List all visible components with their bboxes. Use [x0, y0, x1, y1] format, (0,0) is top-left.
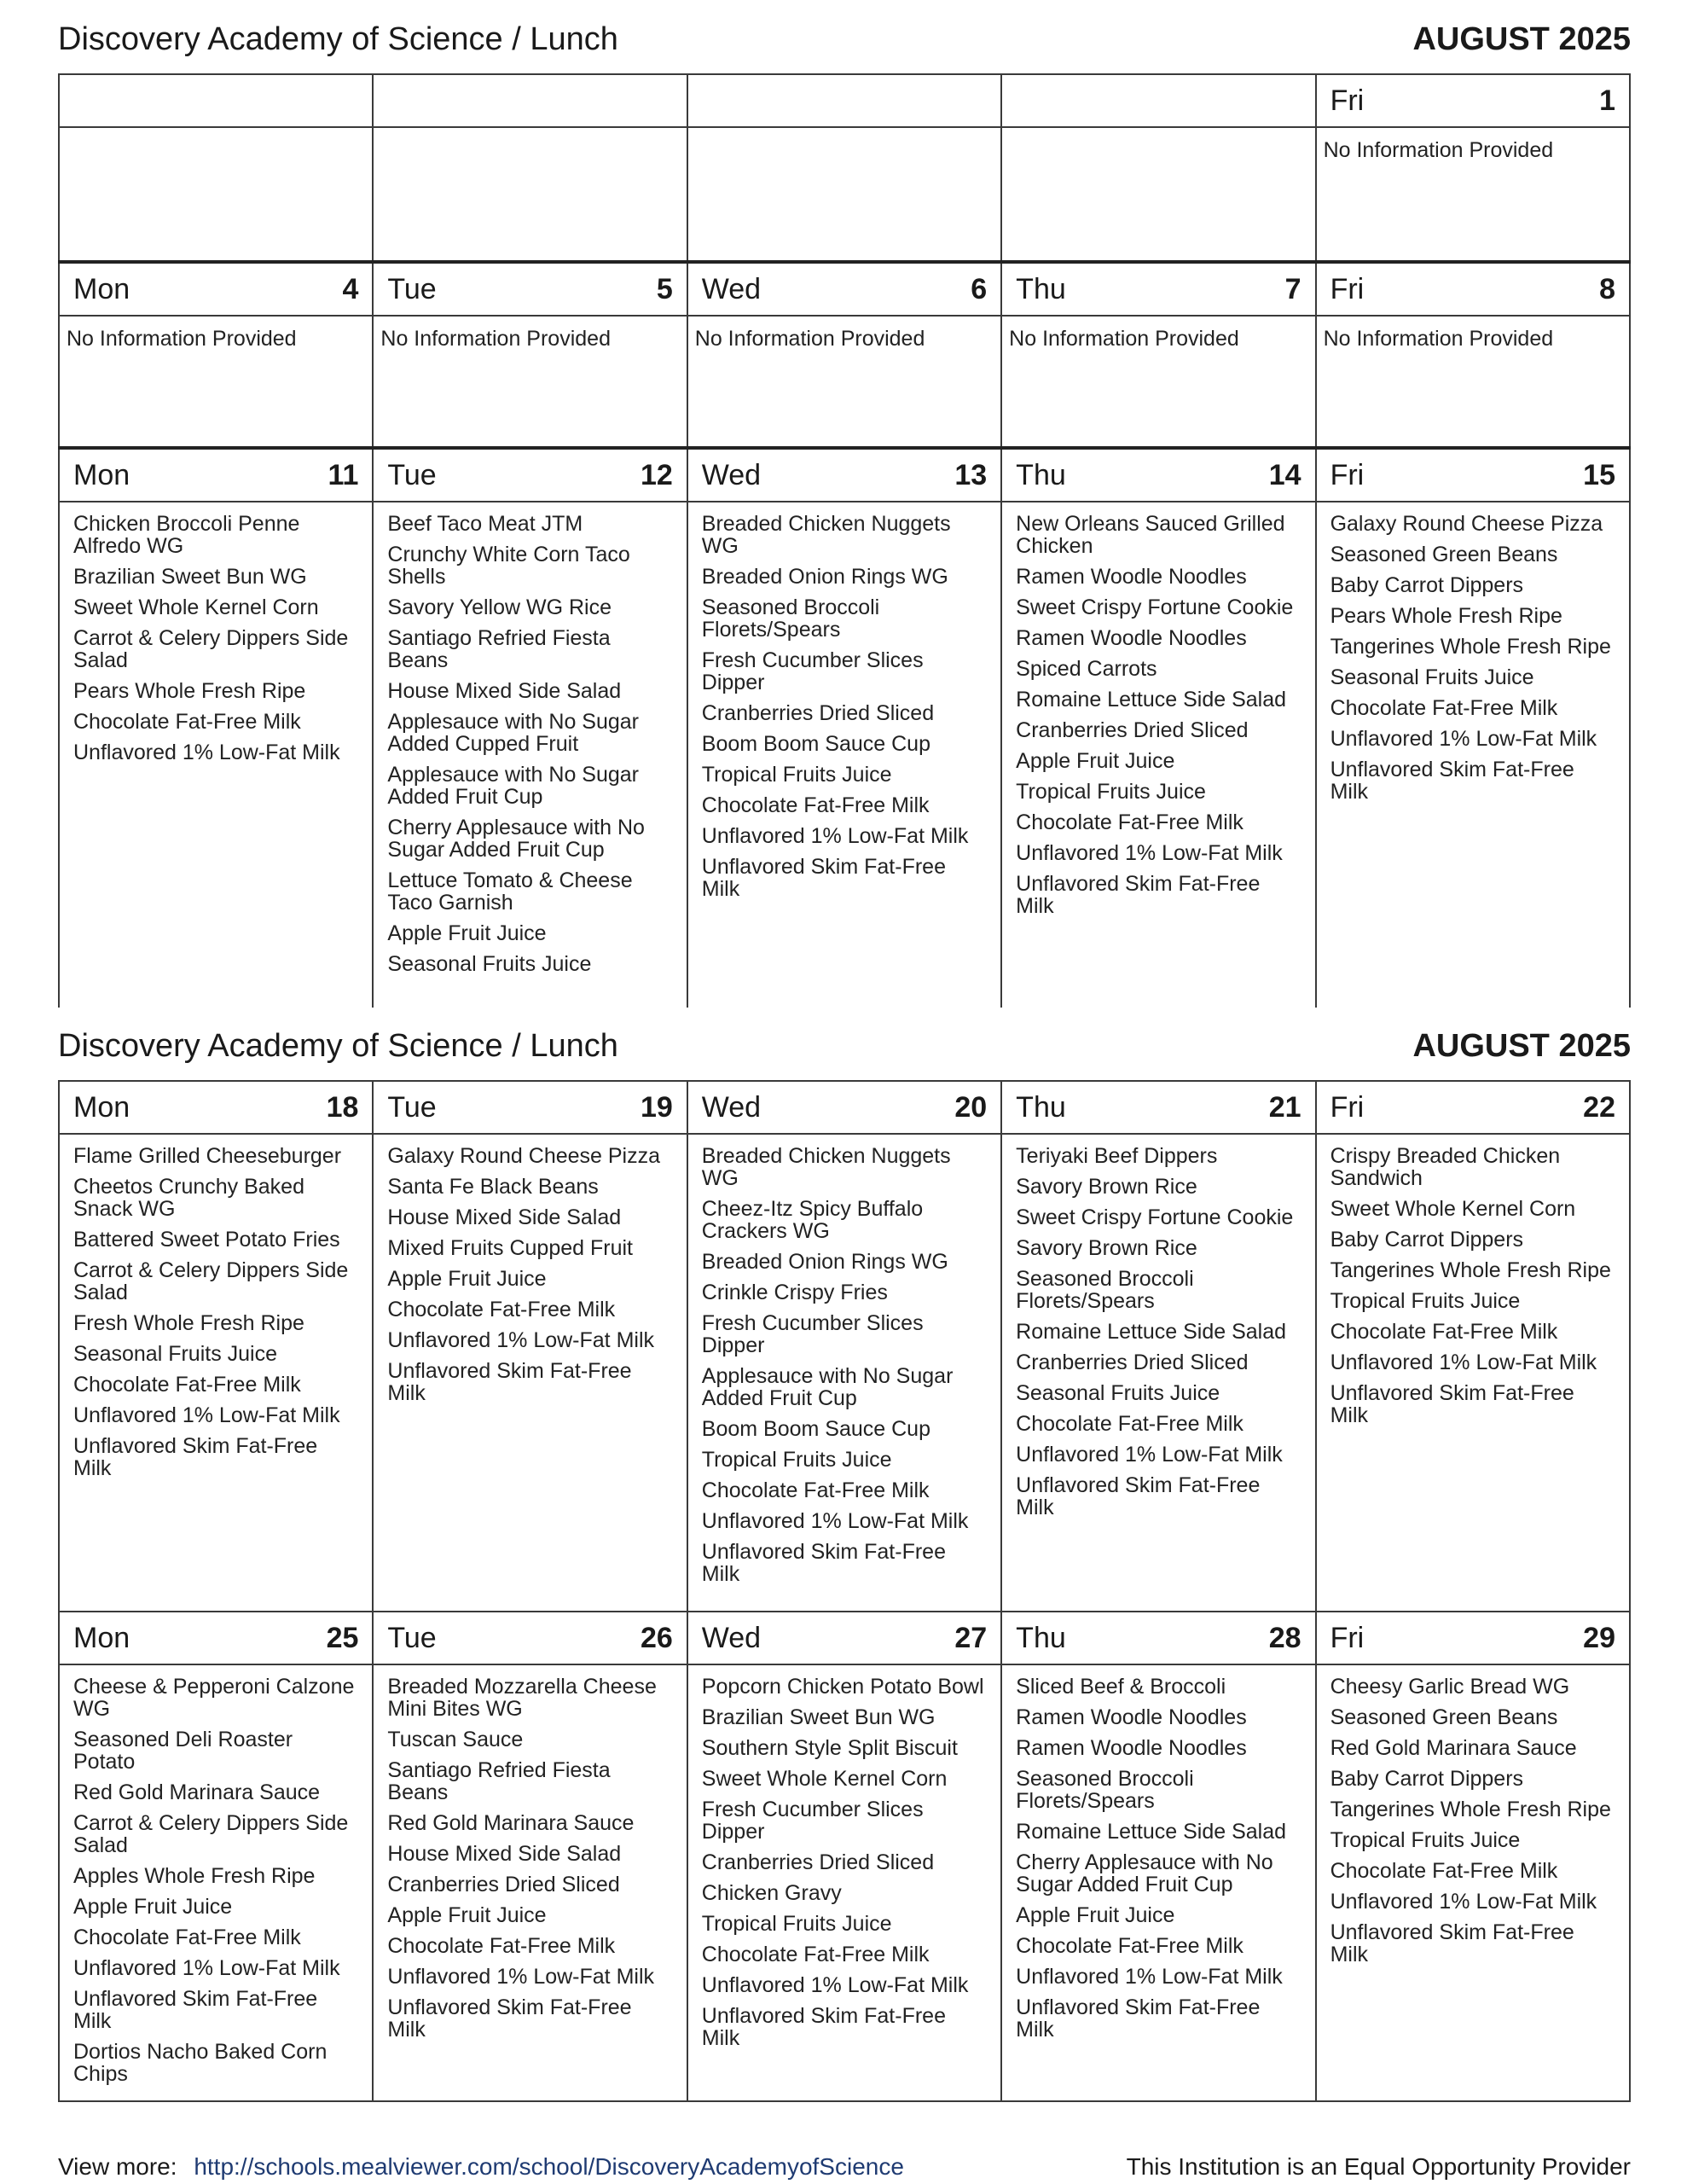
- menu-item: Unflavored Skim Fat-Free Milk: [387, 1995, 632, 2042]
- menu-item: Applesauce with No Sugar Added Fruit Cup: [701, 1364, 954, 1410]
- menu-item: Galaxy Round Cheese Pizza: [387, 1144, 661, 1168]
- menu-item: Savory Yellow WG Rice: [387, 595, 612, 619]
- day-name: Thu: [1016, 1621, 1066, 1654]
- menu-item: Mixed Fruits Cupped Fruit: [387, 1236, 633, 1260]
- menu-item: Apple Fruit Juice: [1016, 749, 1175, 773]
- menu-item: Unflavored 1% Low-Fat Milk: [1016, 1965, 1283, 1989]
- menu-item: Unflavored Skim Fat-Free Milk: [1016, 1995, 1261, 2042]
- day-header: [1317, 450, 1629, 502]
- day-header: [1317, 264, 1629, 317]
- menu-item: Cranberries Dried Sliced: [387, 1873, 620, 1896]
- menu-item: Chocolate Fat-Free Milk: [1330, 1859, 1558, 1883]
- menu-item: Chocolate Fat-Free Milk: [73, 1926, 301, 1949]
- menu-item: Red Gold Marinara Sauce: [1330, 1736, 1577, 1760]
- menu-item: Breaded Onion Rings WG: [701, 1250, 948, 1274]
- day-header: [60, 1612, 372, 1665]
- mealviewer-link[interactable]: http://schools.mealviewer.com/school/DiscoveryAcademyofScience: [194, 2153, 904, 2180]
- menu-item: Chocolate Fat-Free Milk: [73, 1373, 301, 1397]
- menu-item: Cheetos Crunchy Baked Snack WG: [73, 1175, 304, 1221]
- day-name: Thu: [1016, 1090, 1066, 1124]
- empty-day-cell: [1001, 74, 1315, 262]
- menu-item: Chocolate Fat-Free Milk: [1330, 696, 1558, 720]
- menu-item: Unflavored Skim Fat-Free Milk: [1330, 758, 1574, 804]
- day-cell-mon-18: [59, 1081, 373, 1612]
- menu-item: Unflavored 1% Low-Fat Milk: [73, 741, 340, 764]
- week-row-5: [59, 1612, 1630, 2101]
- menu-item: Seasoned Broccoli Florets/Spears: [1016, 1267, 1194, 1313]
- menu-item: Unflavored 1% Low-Fat Milk: [73, 1956, 340, 1980]
- menu-item: Savory Brown Rice: [1016, 1236, 1197, 1260]
- menu-item: Carrot & Celery Dippers Side Salad: [73, 1811, 349, 1857]
- day-number: 11: [328, 458, 359, 491]
- menu-item: Breaded Mozzarella Cheese Mini Bites WG: [387, 1675, 657, 1721]
- day-header: [688, 1612, 1000, 1665]
- week-row-4: [59, 1081, 1630, 1612]
- day-header: [374, 264, 686, 317]
- day-name: Thu: [1016, 458, 1066, 491]
- menu-list: [60, 1135, 372, 1495]
- day-number: 29: [1583, 1621, 1615, 1654]
- menu-item: Flame Grilled Cheeseburger: [73, 1144, 342, 1168]
- menu-item: Unflavored 1% Low-Fat Milk: [387, 1965, 655, 1989]
- empty-day-cell: [687, 74, 1001, 262]
- day-cell-wed-6: [687, 262, 1001, 448]
- day-name: Fri: [1330, 1090, 1365, 1124]
- menu-item: Unflavored 1% Low-Fat Milk: [701, 1509, 969, 1533]
- menu-list: [1002, 1135, 1314, 1534]
- menu-item: New Orleans Sauced Grilled Chicken: [1016, 512, 1285, 558]
- menu-item: Seasonal Fruits Juice: [387, 952, 592, 976]
- menu-item: Tropical Fruits Juice: [1330, 1828, 1521, 1852]
- menu-item: Tuscan Sauce: [387, 1728, 524, 1751]
- day-number: 13: [954, 458, 988, 491]
- menu-item: Lettuce Tomato & Cheese Taco Garnish: [387, 868, 633, 915]
- day-header: [374, 1082, 686, 1135]
- menu-item: Teriyaki Beef Dippers: [1016, 1144, 1218, 1168]
- day-name: Mon: [73, 272, 130, 305]
- day-cell-fri-15: [1316, 448, 1630, 1008]
- menu-item: Unflavored 1% Low-Fat Milk: [73, 1403, 340, 1427]
- day-cell-mon-11: [59, 448, 373, 1008]
- menu-list: [374, 1665, 686, 2056]
- day-name: Tue: [387, 1621, 437, 1654]
- day-cell-tue-26: [373, 1612, 687, 2101]
- page-header-2: [58, 1020, 1631, 1072]
- menu-item: Seasoned Green Beans: [1330, 1705, 1558, 1729]
- menu-item: Apple Fruit Juice: [387, 921, 547, 945]
- menu-item: Tangerines Whole Fresh Ripe: [1330, 1258, 1611, 1282]
- menu-item: Breaded Chicken Nuggets WG: [701, 1144, 951, 1190]
- menu-item: Tropical Fruits Juice: [701, 1448, 892, 1472]
- menu-item: Applesauce with No Sugar Added Fruit Cup: [387, 763, 640, 809]
- menu-item: Spiced Carrots: [1016, 657, 1157, 681]
- calendar-page-1: [58, 73, 1631, 1008]
- menu-item: Unflavored Skim Fat-Free Milk: [73, 1434, 318, 1480]
- day-number: 5: [656, 272, 673, 305]
- view-more-label: View more:: [58, 2153, 177, 2180]
- day-cell-thu-14: [1001, 448, 1315, 1008]
- day-header: [1317, 1082, 1629, 1135]
- menu-item: Cherry Applesauce with No Sugar Added Fruit Cup: [1016, 1850, 1273, 1896]
- day-number: 14: [1268, 458, 1301, 491]
- day-header: [60, 1082, 372, 1135]
- day-number: 25: [326, 1621, 359, 1654]
- day-name: Mon: [73, 458, 130, 491]
- month-title: AUGUST 2025: [1412, 1027, 1631, 1064]
- menu-item: Chocolate Fat-Free Milk: [387, 1298, 616, 1321]
- day-name: Wed: [701, 272, 762, 305]
- month-title: AUGUST 2025: [1412, 20, 1631, 57]
- day-name: Fri: [1330, 458, 1365, 491]
- menu-item: Chicken Gravy: [701, 1881, 842, 1905]
- menu-item: Romaine Lettuce Side Salad: [1016, 1820, 1287, 1844]
- school-title: Discovery Academy of Science / Lunch: [58, 20, 618, 57]
- calendar-page-2: [58, 1080, 1631, 2102]
- menu-item: Beef Taco Meat JTM: [387, 512, 583, 536]
- day-number: 21: [1268, 1090, 1301, 1124]
- menu-item: Brazilian Sweet Bun WG: [73, 565, 307, 589]
- menu-item: Galaxy Round Cheese Pizza: [1330, 512, 1603, 536]
- day-name: Fri: [1330, 272, 1365, 305]
- menu-item: Red Gold Marinara Sauce: [387, 1811, 635, 1835]
- menu-item: Red Gold Marinara Sauce: [73, 1780, 321, 1804]
- menu-item: Ramen Woodle Noodles: [1016, 1736, 1247, 1760]
- day-cell-wed-13: [687, 448, 1001, 1008]
- menu-item: Unflavored Skim Fat-Free Milk: [701, 855, 946, 901]
- day-name: Tue: [387, 1090, 437, 1124]
- menu-item: Southern Style Split Biscuit: [701, 1736, 958, 1760]
- menu-item: Tropical Fruits Juice: [1016, 780, 1206, 804]
- day-number: 19: [640, 1090, 673, 1124]
- day-number: 26: [640, 1621, 673, 1654]
- menu-item: Crinkle Crispy Fries: [701, 1281, 888, 1304]
- day-name: Wed: [701, 1621, 762, 1654]
- menu-item: Cranberries Dried Sliced: [1016, 1350, 1249, 1374]
- menu-item: Chocolate Fat-Free Milk: [701, 1943, 930, 1966]
- menu-list: [374, 502, 686, 990]
- menu-item: Chocolate Fat-Free Milk: [73, 710, 301, 734]
- week-row-1: [59, 74, 1630, 262]
- day-cell-wed-20: [687, 1081, 1001, 1612]
- menu-list: [1317, 1665, 1629, 1981]
- day-number: 27: [954, 1621, 988, 1654]
- menu-item: Fresh Cucumber Slices Dipper: [701, 648, 924, 694]
- day-cell-thu-21: [1001, 1081, 1315, 1612]
- day-header: [1317, 75, 1629, 128]
- no-info-note: No Information Provided: [380, 327, 611, 351]
- no-info-note: No Information Provided: [694, 327, 925, 351]
- menu-item: Carrot & Celery Dippers Side Salad: [73, 1258, 349, 1304]
- menu-item: Tangerines Whole Fresh Ripe: [1330, 1798, 1611, 1821]
- day-number: 6: [971, 272, 988, 305]
- menu-item: Fresh Cucumber Slices Dipper: [701, 1798, 924, 1844]
- menu-item: Seasoned Broccoli Florets/Spears: [701, 595, 880, 642]
- no-info-note: No Information Provided: [1323, 138, 1554, 162]
- menu-item: Apple Fruit Juice: [73, 1895, 233, 1919]
- menu-item: Cheesy Garlic Bread WG: [1330, 1675, 1570, 1699]
- menu-item: Savory Brown Rice: [1016, 1175, 1197, 1199]
- day-header: [1002, 1082, 1314, 1135]
- menu-item: Ramen Woodle Noodles: [1016, 1705, 1247, 1729]
- day-cell-fri-29: [1316, 1612, 1630, 2101]
- menu-item: Apples Whole Fresh Ripe: [73, 1864, 316, 1888]
- day-number: 28: [1268, 1621, 1301, 1654]
- menu-item: Romaine Lettuce Side Salad: [1016, 1320, 1287, 1344]
- menu-item: Battered Sweet Potato Fries: [73, 1228, 340, 1252]
- menu-item: Cranberries Dried Sliced: [1016, 718, 1249, 742]
- day-cell-fri-22: [1316, 1081, 1630, 1612]
- day-number: 18: [326, 1090, 359, 1124]
- day-name: Fri: [1330, 84, 1365, 117]
- menu-item: Unflavored 1% Low-Fat Milk: [701, 1973, 969, 1997]
- menu-item: Sweet Crispy Fortune Cookie: [1016, 1205, 1294, 1229]
- menu-item: Chocolate Fat-Free Milk: [1330, 1320, 1558, 1344]
- day-name: Mon: [73, 1090, 130, 1124]
- day-header: [374, 1612, 686, 1665]
- menu-item: Unflavored Skim Fat-Free Milk: [1016, 1473, 1261, 1519]
- menu-item: Chocolate Fat-Free Milk: [1016, 810, 1244, 834]
- menu-item: Unflavored Skim Fat-Free Milk: [701, 1540, 946, 1586]
- menu-item: Seasonal Fruits Juice: [1330, 665, 1534, 689]
- menu-item: Cranberries Dried Sliced: [701, 701, 935, 725]
- menu-item: Brazilian Sweet Bun WG: [701, 1705, 936, 1729]
- menu-item: Seasoned Deli Roaster Potato: [73, 1728, 293, 1774]
- day-header: [688, 264, 1000, 317]
- menu-item: Sweet Whole Kernel Corn: [1330, 1197, 1576, 1221]
- day-cell-tue-5: [373, 262, 687, 448]
- day-cell-wed-27: [687, 1612, 1001, 2101]
- no-info-note: No Information Provided: [67, 327, 297, 351]
- menu-item: Applesauce with No Sugar Added Cupped Fruit: [387, 710, 640, 756]
- menu-item: Seasonal Fruits Juice: [1016, 1381, 1220, 1405]
- equal-opportunity-statement: This Institution is an Equal Opportunity Provider: [1126, 2153, 1631, 2180]
- menu-item: Unflavored Skim Fat-Free Milk: [1016, 872, 1261, 918]
- menu-item: Cheese & Pepperoni Calzone WG: [73, 1675, 355, 1721]
- menu-item: Sweet Whole Kernel Corn: [701, 1767, 948, 1791]
- menu-list: [688, 1135, 1000, 1600]
- day-cell-mon-4: [59, 262, 373, 448]
- menu-item: Fresh Whole Fresh Ripe: [73, 1311, 304, 1335]
- menu-item: Ramen Woodle Noodles: [1016, 626, 1247, 650]
- day-cell-tue-19: [373, 1081, 687, 1612]
- menu-list: [1317, 1135, 1629, 1442]
- day-number: 22: [1583, 1090, 1615, 1124]
- menu-item: Sweet Crispy Fortune Cookie: [1016, 595, 1294, 619]
- view-more: [58, 2153, 904, 2181]
- menu-item: Chocolate Fat-Free Milk: [701, 1478, 930, 1502]
- menu-item: House Mixed Side Salad: [387, 1842, 622, 1866]
- menu-item: Apple Fruit Juice: [387, 1903, 547, 1927]
- day-name: Thu: [1016, 272, 1066, 305]
- day-header: [688, 1082, 1000, 1135]
- menu-item: Unflavored 1% Low-Fat Milk: [1330, 1890, 1597, 1914]
- menu-item: Cherry Applesauce with No Sugar Added Fruit Cup: [387, 816, 645, 862]
- school-title: Discovery Academy of Science / Lunch: [58, 1027, 618, 1064]
- menu-item: Boom Boom Sauce Cup: [701, 1417, 930, 1441]
- menu-list: [1317, 502, 1629, 818]
- menu-item: Unflavored 1% Low-Fat Milk: [1016, 1443, 1283, 1467]
- no-info-note: No Information Provided: [1009, 327, 1239, 351]
- menu-list: [60, 502, 372, 779]
- day-header: [374, 450, 686, 502]
- day-cell-thu-28: [1001, 1612, 1315, 2101]
- menu-list: [688, 1665, 1000, 2065]
- day-number: 15: [1583, 458, 1615, 491]
- menu-item: Boom Boom Sauce Cup: [701, 732, 930, 756]
- menu-item: Unflavored Skim Fat-Free Milk: [73, 1987, 318, 2033]
- menu-item: Tropical Fruits Juice: [1330, 1289, 1521, 1313]
- menu-item: Unflavored 1% Low-Fat Milk: [1016, 841, 1283, 865]
- day-name: Tue: [387, 458, 437, 491]
- menu-item: House Mixed Side Salad: [387, 1205, 622, 1229]
- menu-item: Unflavored Skim Fat-Free Milk: [387, 1359, 632, 1405]
- menu-list: [374, 1135, 686, 1420]
- menu-item: Unflavored 1% Low-Fat Milk: [387, 1328, 655, 1352]
- day-cell-mon-25: [59, 1612, 373, 2101]
- day-cell-fri-8: [1316, 262, 1630, 448]
- menu-item: House Mixed Side Salad: [387, 679, 622, 703]
- menu-item: Seasoned Broccoli Florets/Spears: [1016, 1767, 1194, 1813]
- menu-item: Baby Carrot Dippers: [1330, 573, 1524, 597]
- menu-item: Pears Whole Fresh Ripe: [73, 679, 306, 703]
- menu-item: Apple Fruit Juice: [1016, 1903, 1175, 1927]
- menu-item: Unflavored 1% Low-Fat Milk: [1330, 1350, 1597, 1374]
- menu-item: Santa Fe Black Beans: [387, 1175, 599, 1199]
- day-name: Mon: [73, 1621, 130, 1654]
- menu-item: Tropical Fruits Juice: [701, 763, 892, 787]
- menu-item: Santiago Refried Fiesta Beans: [387, 1758, 611, 1804]
- empty-day-cell: [373, 74, 687, 262]
- menu-item: Dortios Nacho Baked Corn Chips: [73, 2040, 328, 2086]
- menu-item: Chocolate Fat-Free Milk: [1016, 1412, 1244, 1436]
- menu-item: Sliced Beef & Broccoli: [1016, 1675, 1226, 1699]
- menu-item: Crispy Breaded Chicken Sandwich: [1330, 1144, 1561, 1190]
- menu-item: Crunchy White Corn Taco Shells: [387, 543, 630, 589]
- day-number: 4: [342, 272, 359, 305]
- day-number: 7: [1284, 272, 1301, 305]
- day-header: [688, 450, 1000, 502]
- day-name: Fri: [1330, 1621, 1365, 1654]
- menu-item: Carrot & Celery Dippers Side Salad: [73, 626, 349, 672]
- day-cell-fri-1: [1316, 74, 1630, 262]
- menu-list: [1002, 1665, 1314, 2056]
- day-header: [1317, 1612, 1629, 1665]
- week-row-3: [59, 448, 1630, 1008]
- menu-item: Romaine Lettuce Side Salad: [1016, 688, 1287, 712]
- menu-item: Tangerines Whole Fresh Ripe: [1330, 635, 1611, 659]
- day-header: [60, 264, 372, 317]
- menu-item: Unflavored Skim Fat-Free Milk: [1330, 1381, 1574, 1427]
- day-header: [1002, 264, 1314, 317]
- menu-list: [1002, 502, 1314, 932]
- menu-item: Chicken Broccoli Penne Alfredo WG: [73, 512, 300, 558]
- menu-item: Pears Whole Fresh Ripe: [1330, 604, 1562, 628]
- no-info-note: No Information Provided: [1323, 327, 1554, 351]
- menu-item: Chocolate Fat-Free Milk: [701, 793, 930, 817]
- menu-item: Fresh Cucumber Slices Dipper: [701, 1311, 924, 1357]
- menu-item: Tropical Fruits Juice: [701, 1912, 892, 1936]
- menu-item: Baby Carrot Dippers: [1330, 1228, 1524, 1252]
- menu-item: Ramen Woodle Noodles: [1016, 565, 1247, 589]
- menu-list: [688, 502, 1000, 915]
- menu-item: Unflavored Skim Fat-Free Milk: [1330, 1920, 1574, 1966]
- menu-item: Unflavored 1% Low-Fat Milk: [1330, 727, 1597, 751]
- menu-item: Sweet Whole Kernel Corn: [73, 595, 319, 619]
- menu-item: Chocolate Fat-Free Milk: [387, 1934, 616, 1958]
- page-header: [58, 14, 1631, 65]
- day-header: [60, 450, 372, 502]
- menu-item: Chocolate Fat-Free Milk: [1016, 1934, 1244, 1958]
- day-header: [1002, 450, 1314, 502]
- day-cell-thu-7: [1001, 262, 1315, 448]
- menu-item: Apple Fruit Juice: [387, 1267, 547, 1291]
- menu-item: Cheez-Itz Spicy Buffalo Crackers WG: [701, 1197, 924, 1243]
- menu-item: Baby Carrot Dippers: [1330, 1767, 1524, 1791]
- day-name: Wed: [701, 1090, 762, 1124]
- menu-item: Breaded Onion Rings WG: [701, 565, 948, 589]
- footer: [58, 2150, 1631, 2184]
- day-number: 12: [640, 458, 673, 491]
- menu-item: Popcorn Chicken Potato Bowl: [701, 1675, 984, 1699]
- day-cell-tue-12: [373, 448, 687, 1008]
- menu-item: Unflavored Skim Fat-Free Milk: [701, 2004, 946, 2050]
- menu-item: Seasoned Green Beans: [1330, 543, 1558, 566]
- day-header: [1002, 1612, 1314, 1665]
- day-number: 20: [954, 1090, 988, 1124]
- day-name: Wed: [701, 458, 762, 491]
- week-row-2: [59, 262, 1630, 448]
- menu-item: Breaded Chicken Nuggets WG: [701, 512, 951, 558]
- menu-item: Santiago Refried Fiesta Beans: [387, 626, 611, 672]
- day-name: Tue: [387, 272, 437, 305]
- menu-item: Unflavored 1% Low-Fat Milk: [701, 824, 969, 848]
- menu-list: [60, 1665, 372, 2100]
- menu-item: Seasonal Fruits Juice: [73, 1342, 278, 1366]
- menu-item: Cranberries Dried Sliced: [701, 1850, 935, 1874]
- day-number: 8: [1599, 272, 1615, 305]
- day-number: 1: [1599, 84, 1615, 117]
- empty-day-cell: [59, 74, 373, 262]
